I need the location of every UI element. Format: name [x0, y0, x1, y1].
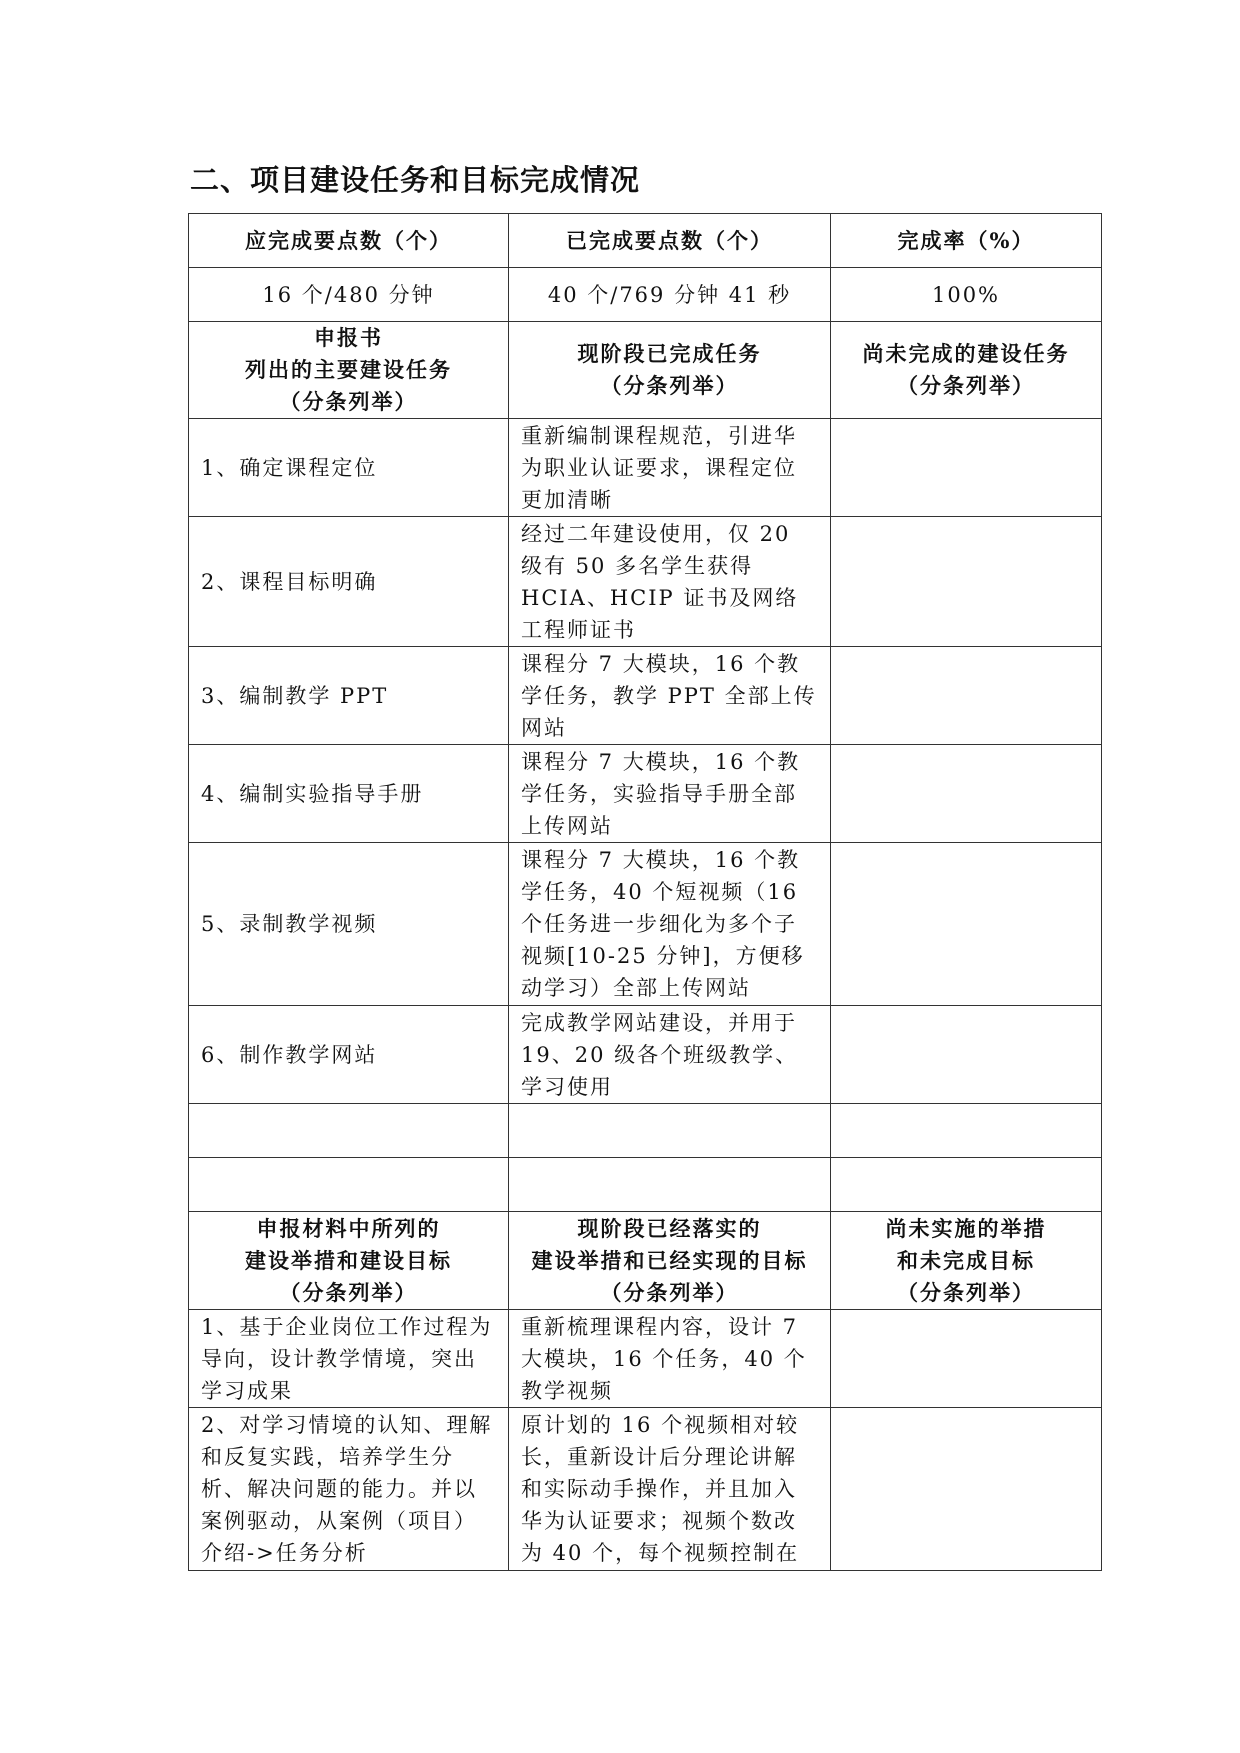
table-row [189, 745, 1102, 843]
table-row [189, 1408, 1102, 1571]
task-done: 经过二年建设使用，仅 20 级有 50 多名学生获得 HCIA、HCIP 证书及网络工程师证书 [509, 517, 831, 647]
summary-values-row [189, 268, 1102, 322]
task-item: 4、编制实验指导手册 [189, 745, 509, 843]
measure-item: 2、对学习情境的认知、理解和反复实践，培养学生分析、解决问题的能力。并以案例驱动，从案例（项目）介绍->任务分析 [189, 1408, 509, 1571]
planned-measures-header: 申报材料中所列的 建设举措和建设目标 （分条列举） [189, 1212, 509, 1310]
task-done: 完成教学网站建设，并用于 19、20 级各个班级教学、学习使用 [509, 1006, 831, 1104]
measure-pending [831, 1408, 1102, 1571]
measures-header-row [189, 1212, 1102, 1310]
required-points-header: 应完成要点数（个） [189, 214, 509, 268]
completion-table [188, 213, 1102, 1571]
planned-tasks-header: 申报书 列出的主要建设任务 （分条列举） [189, 322, 509, 419]
measure-done: 原计划的 16 个视频相对较长，重新设计后分理论讲解和实际动手操作，并且加入华为认证要求；视频个数改为 40 个，每个视频控制在 [509, 1408, 831, 1571]
section-title: 二、项目建设任务和目标完成情况 [190, 163, 641, 197]
pending-measures-header: 尚未实施的举措 和未完成目标 （分条列举） [831, 1212, 1102, 1310]
measure-pending [831, 1310, 1102, 1408]
implemented-measures-header: 现阶段已经落实的 建设举措和已经实现的目标 （分条列举） [509, 1212, 831, 1310]
summary-header-row [189, 214, 1102, 268]
empty-row [189, 1104, 1102, 1158]
table-row [189, 1310, 1102, 1408]
empty-cell [831, 1158, 1102, 1212]
task-pending [831, 647, 1102, 745]
tasks-header-row [189, 322, 1102, 419]
task-item: 1、确定课程定位 [189, 419, 509, 517]
task-done: 课程分 7 大模块，16 个教学任务，实验指导手册全部上传网站 [509, 745, 831, 843]
empty-cell [831, 1104, 1102, 1158]
task-item: 3、编制教学 PPT [189, 647, 509, 745]
table-row [189, 647, 1102, 745]
task-pending [831, 745, 1102, 843]
table-row [189, 517, 1102, 647]
task-pending [831, 843, 1102, 1006]
task-pending [831, 419, 1102, 517]
measure-done: 重新梳理课程内容，设计 7 大模块，16 个任务，40 个教学视频 [509, 1310, 831, 1408]
task-item: 5、录制教学视频 [189, 843, 509, 1006]
empty-row [189, 1158, 1102, 1212]
empty-cell [189, 1158, 509, 1212]
task-done: 课程分 7 大模块，16 个教学任务，40 个短视频（16 个任务进一步细化为多个子视频[10-25 分钟]，方便移动学习）全部上传网站 [509, 843, 831, 1006]
task-item: 2、课程目标明确 [189, 517, 509, 647]
empty-cell [189, 1104, 509, 1158]
completed-tasks-header: 现阶段已完成任务 （分条列举） [509, 322, 831, 419]
table-row [189, 419, 1102, 517]
task-pending [831, 1006, 1102, 1104]
completion-rate-header: 完成率（%） [831, 214, 1102, 268]
empty-cell [509, 1158, 831, 1212]
measure-item: 1、基于企业岗位工作过程为导向，设计教学情境，突出学习成果 [189, 1310, 509, 1408]
table-row [189, 1006, 1102, 1104]
completed-points-header: 已完成要点数（个） [509, 214, 831, 268]
completion-rate-value: 100% [831, 268, 1102, 322]
empty-cell [509, 1104, 831, 1158]
task-done: 重新编制课程规范，引进华为职业认证要求，课程定位更加清晰 [509, 419, 831, 517]
completed-points-value: 40 个/769 分钟 41 秒 [509, 268, 831, 322]
task-pending [831, 517, 1102, 647]
required-points-value: 16 个/480 分钟 [189, 268, 509, 322]
table-row [189, 843, 1102, 1006]
task-done: 课程分 7 大模块，16 个教学任务，教学 PPT 全部上传网站 [509, 647, 831, 745]
task-item: 6、制作教学网站 [189, 1006, 509, 1104]
pending-tasks-header: 尚未完成的建设任务 （分条列举） [831, 322, 1102, 419]
